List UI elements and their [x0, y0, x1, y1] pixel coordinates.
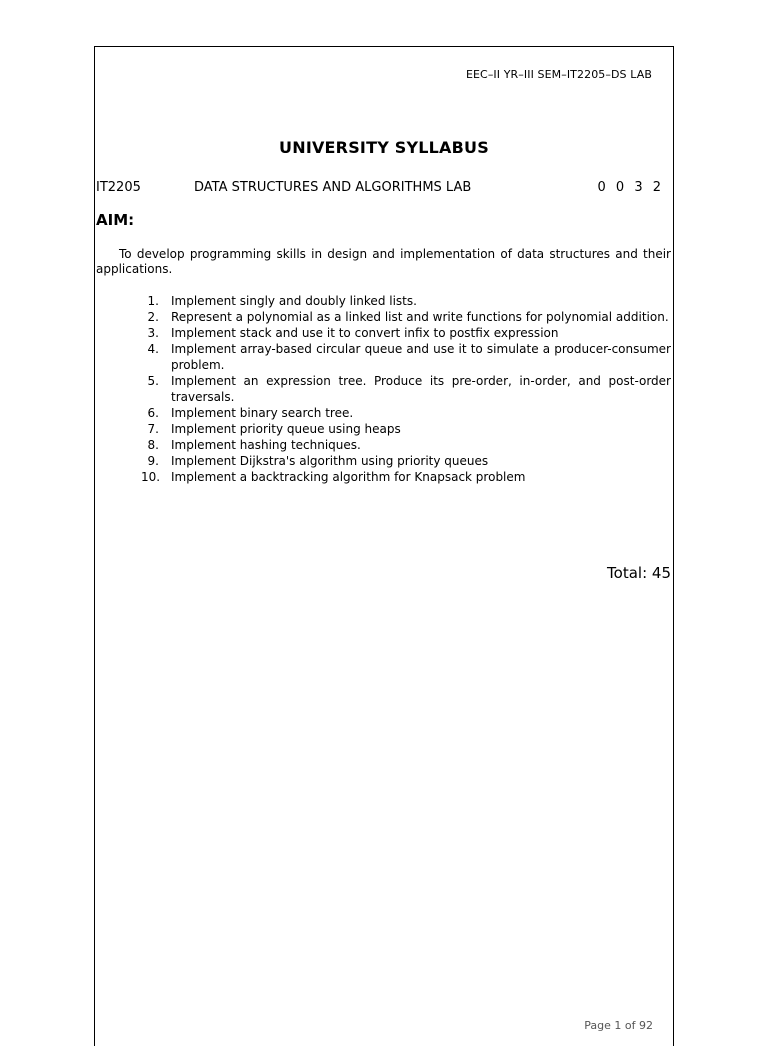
list-item-text: Implement stack and use it to convert infix to postfix expression: [171, 326, 559, 340]
experiment-list: [141, 293, 671, 485]
total-value: 45: [651, 564, 671, 582]
list-item: [141, 453, 671, 469]
list-item: [141, 421, 671, 437]
list-item: [141, 469, 671, 485]
list-item-text: Implement singly and doubly linked lists.: [171, 294, 417, 308]
list-item: [141, 325, 671, 341]
page-title: UNIVERSITY SYLLABUS: [279, 138, 489, 157]
document-page: [94, 46, 674, 1046]
list-item: [141, 405, 671, 421]
list-item: [141, 293, 671, 309]
list-item-text: Implement Dijkstra's algorithm using priority queues: [171, 454, 489, 468]
list-item-number: 6.: [147, 406, 159, 420]
list-item-text: Represent a polynomial as a linked list and write functions for polynomial addition.: [171, 310, 669, 324]
course-name: DATA STRUCTURES AND ALGORITHMS LAB: [194, 180, 472, 195]
list-item-number: 1.: [147, 294, 159, 308]
list-item: [141, 341, 671, 373]
total-label: Total:: [607, 564, 648, 582]
list-item-number: 3.: [147, 326, 159, 340]
course-row: [96, 180, 661, 198]
list-item-text: Implement an expression tree. Produce its pre-order, in-order, and post-order traversals.: [171, 374, 671, 404]
aim-heading: AIM:: [96, 211, 135, 229]
list-item-number: 10.: [141, 470, 161, 484]
course-code: IT2205: [96, 180, 141, 195]
list-item-text: Implement binary search tree.: [171, 406, 354, 420]
list-item-number: 9.: [147, 454, 159, 468]
running-header: EEC–II YR–III SEM–IT2205–DS LAB: [465, 68, 652, 81]
total-hours: [607, 564, 671, 582]
list-item-text: Implement priority queue using heaps: [171, 422, 401, 436]
list-item-number: 7.: [147, 422, 159, 436]
list-item: [141, 437, 671, 453]
list-item-text: Implement array-based circular queue and use it to simulate a producer-consumer problem.: [171, 342, 671, 372]
list-item-number: 8.: [147, 438, 159, 452]
list-item-number: 4.: [147, 342, 159, 356]
list-item-number: 5.: [147, 374, 159, 388]
list-item-number: 2.: [147, 310, 159, 324]
list-item-text: Implement a backtracking algorithm for Knapsack problem: [171, 470, 526, 484]
aim-text: To develop programming skills in design and implementation of data structures and their applications.: [96, 247, 671, 276]
list-item: [141, 373, 671, 405]
course-credits: 0 0 3 2: [597, 180, 661, 195]
list-item: [141, 309, 671, 325]
page-number: Page 1 of 92: [584, 1019, 653, 1032]
list-item-text: Implement hashing techniques.: [171, 438, 361, 452]
